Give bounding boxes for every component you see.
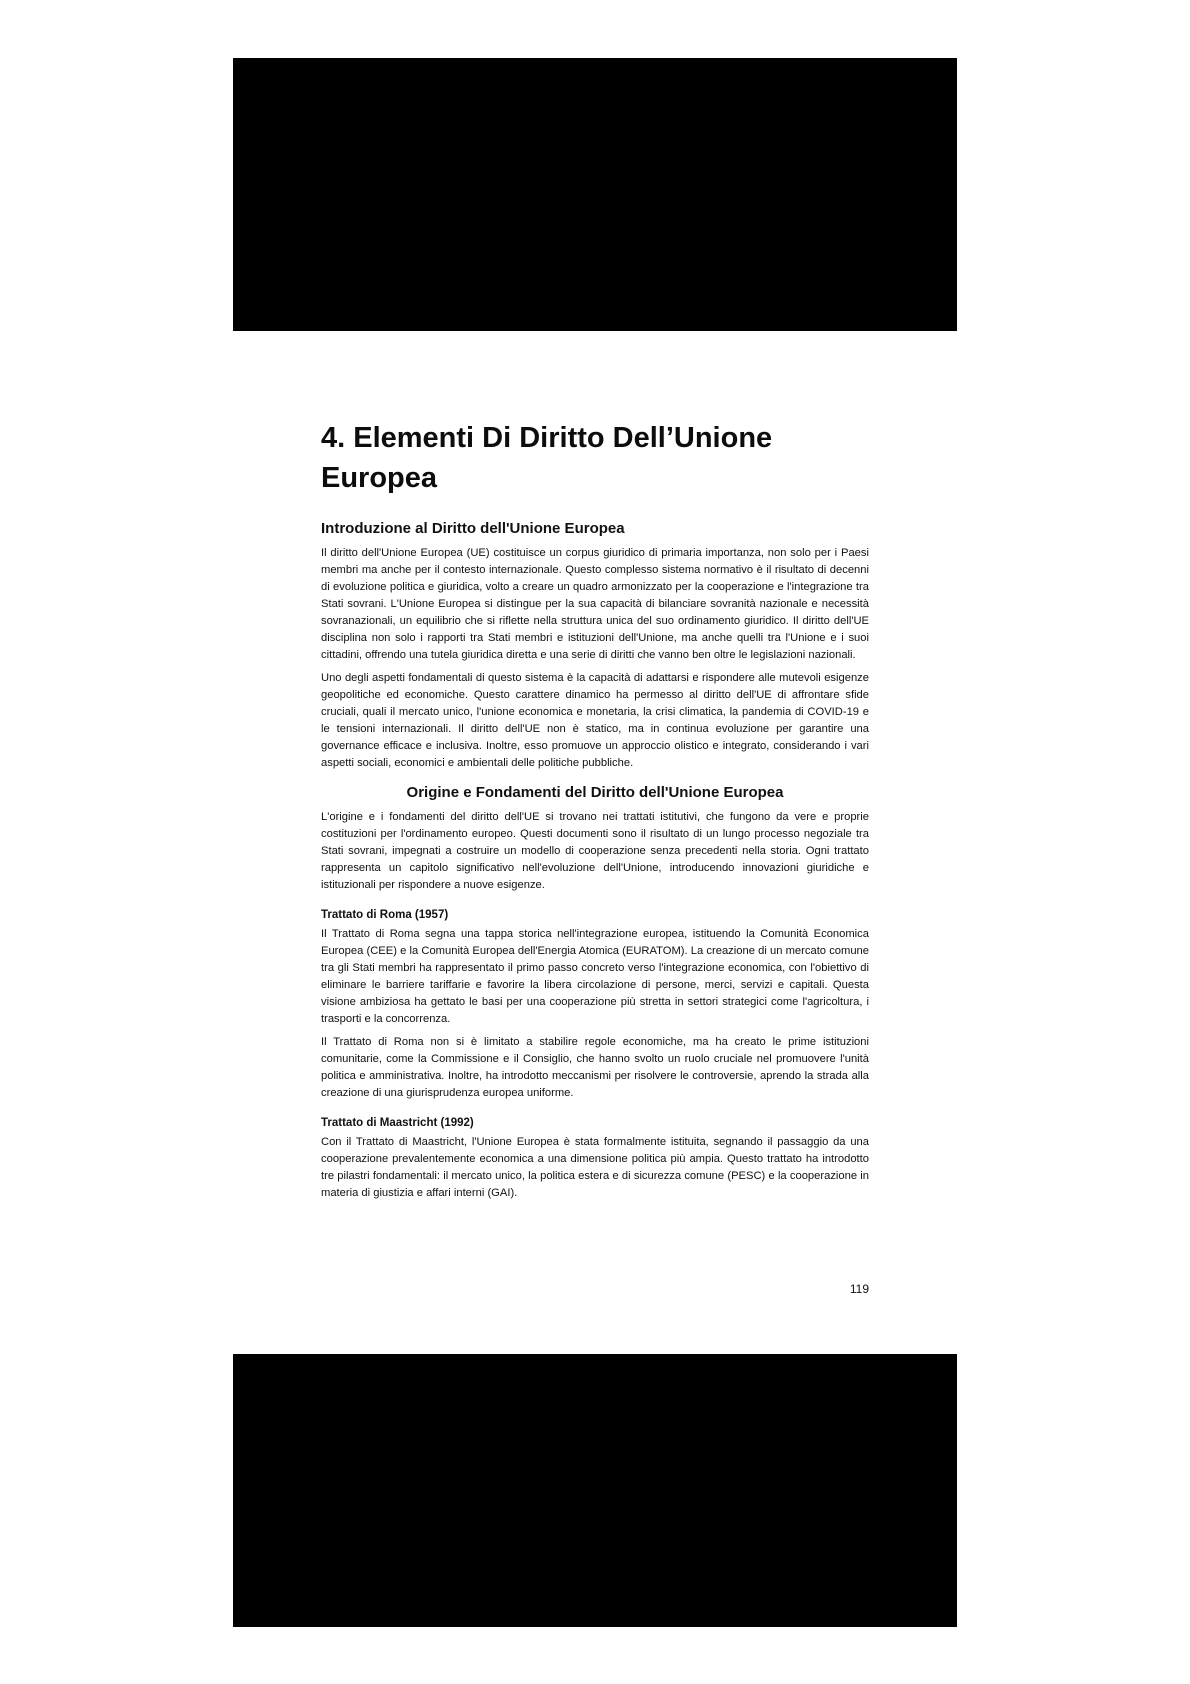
document-page	[321, 418, 869, 1296]
rome-heading: Trattato di Roma (1957)	[321, 909, 449, 921]
maastricht-paragraph: Con il Trattato di Maastricht, l'Unione Europea è stata formalmente istituita, segnando il passaggio da una cooperazione prevalentemente economica a una dimensione politica più ampia. Questo trattato ha introdotto tre pilastri fondamentali: il mercato unico, la politica estera e di sicurezza comune (PESC) e la cooperazione in materia di giustizia e affari interni (GAI).	[321, 1136, 869, 1199]
origin-paragraph: L'origine e i fondamenti del diritto dell'UE si trovano nei trattati istitutivi, che fungono da vere e proprie costituzioni per l'ordinamento europeo. Questi documenti sono il risultato di un lungo processo negoziale tra Stati sovrani, impegnati a costruire un modello di cooperazione senza precedenti nella storia. Ogni trattato rappresenta un capitolo significativo nell'evoluzione dell'Unione, introducendo innovazioni giuridiche e istituzionali per rispondere a nuove esigenze.	[321, 811, 869, 891]
origin-heading: Origine e Fondamenti del Diritto dell'Unione Europea	[406, 784, 784, 801]
rome-paragraph-1: Il Trattato di Roma segna una tappa storica nell'integrazione europea, istituendo la Comunità Economica Europea (CEE) e la Comunità Europea dell'Energia Atomica (EURATOM). La creazione di un mercato comune tra gli Stati membri ha rappresentato il primo passo concreto verso l'integrazione economica, con l'obiettivo di eliminare le barriere tariffarie e favorire la libera circolazione di persone, merci, servizi e capitali. Questa visione ambiziosa ha gettato le basi per una cooperazione più stretta in settori strategici come l'agricoltura, i trasporti e la concorrenza.	[321, 928, 869, 1025]
top-redaction-block	[233, 58, 957, 331]
intro-heading: Introduzione al Diritto dell'Unione Europea	[321, 520, 625, 537]
bottom-redaction-block	[233, 1354, 957, 1627]
page-number: 119	[849, 1282, 869, 1296]
rome-paragraph-2: Il Trattato di Roma non si è limitato a stabilire regole economiche, ma ha creato le prime istituzioni comunitarie, come la Commissione e il Consiglio, che hanno svolto un ruolo cruciale nel promuovere l'unità politica e amministrativa. Inoltre, ha introdotto meccanismi per risolvere le controversie, aprendo la strada alla creazione di una giurisprudenza europea uniforme.	[321, 1036, 869, 1099]
intro-paragraph-1: Il diritto dell'Unione Europea (UE) costituisce un corpus giuridico di primaria importanza, non solo per i Paesi membri ma anche per il contesto internazionale. Questo complesso sistema normativo è il risultato di decenni di evoluzione politica e giuridica, volto a creare un quadro armonizzato per la cooperazione e l'integrazione tra Stati sovrani. L'Unione Europea si distingue per la sua capacità di bilanciare sovranità nazionale e necessità sovranazionali, un equilibrio che si riflette nella struttura unica del suo ordinamento giuridico. Il diritto dell'UE disciplina non solo i rapporti tra Stati membri e istituzioni dell'Unione, ma anche quelli tra l'Unione e i suoi cittadini, offrendo una tutela giuridica diretta e una serie di diritti che vanno ben oltre le legislazioni nazionali.	[321, 547, 869, 661]
chapter-title: 4. Elementi Di Diritto Dell’Unione Europea	[321, 422, 773, 494]
maastricht-heading: Trattato di Maastricht (1992)	[321, 1117, 474, 1129]
intro-paragraph-2: Uno degli aspetti fondamentali di questo sistema è la capacità di adattarsi e rispondere alle mutevoli esigenze geopolitiche ed economiche. Questo carattere dinamico ha permesso al diritto dell'UE di affrontare sfide cruciali, quali il mercato unico, l'unione economica e monetaria, la crisi climatica, la pandemia di COVID-19 e le tensioni internazionali. Il diritto dell'UE non è statico, ma in continua evoluzione per garantire una governance efficace e inclusiva. Inoltre, esso promuove un approccio olistico e integrato, considerando i vari aspetti sociali, economici e ambientali delle politiche pubbliche.	[321, 672, 869, 769]
